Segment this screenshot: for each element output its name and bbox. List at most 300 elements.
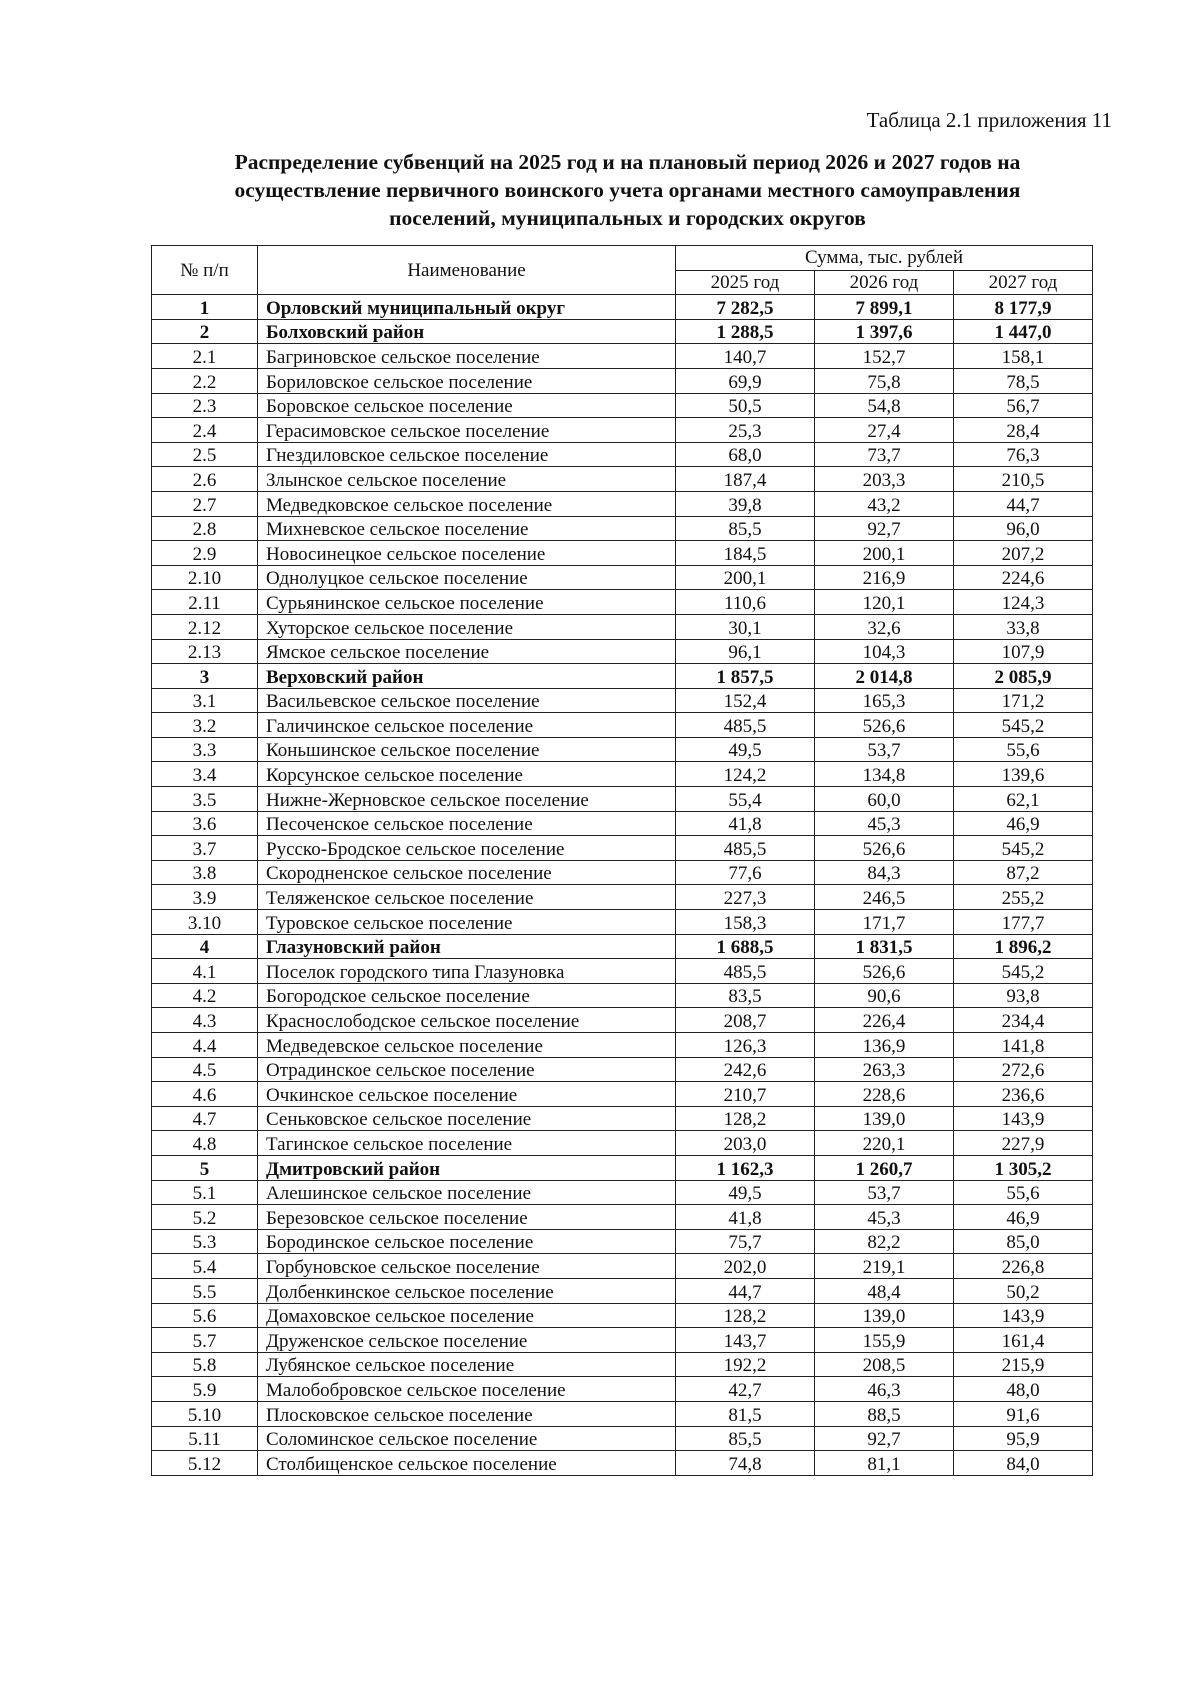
row-number-cell: 2.13 [152, 639, 258, 664]
table-row [152, 516, 1093, 541]
title-line: Распределение субвенций на 2025 год и на плановый период 2026 и 2027 годов на [234, 150, 1021, 174]
row-value-2027-cell: 84,0 [954, 1451, 1093, 1476]
row-value-2025-cell: 1 688,5 [676, 934, 815, 959]
row-number-cell: 3.3 [152, 737, 258, 762]
row-value-2026-cell: 60,0 [815, 787, 954, 812]
row-value-2025-cell: 96,1 [676, 639, 815, 664]
row-value-2025-cell: 485,5 [676, 713, 815, 738]
row-value-2026-cell: 155,9 [815, 1328, 954, 1353]
row-value-2026-cell: 1 831,5 [815, 934, 954, 959]
row-value-2027-cell: 158,1 [954, 344, 1093, 369]
column-header-number: № п/п [152, 246, 258, 295]
row-value-2026-cell: 165,3 [815, 688, 954, 713]
row-number-cell: 2.6 [152, 467, 258, 492]
row-name-cell: Тагинское сельское поселение [258, 1131, 676, 1156]
row-name-cell: Новосинецкое сельское поселение [258, 541, 676, 566]
row-number-cell: 3.4 [152, 762, 258, 787]
column-header-2027: 2027 год [954, 270, 1093, 295]
row-value-2026-cell: 53,7 [815, 1180, 954, 1205]
row-value-2027-cell: 8 177,9 [954, 295, 1093, 320]
row-value-2027-cell: 161,4 [954, 1328, 1093, 1353]
row-number-cell: 4.7 [152, 1106, 258, 1131]
row-number-cell: 3.1 [152, 688, 258, 713]
row-name-cell: Русско-Бродское сельское поселение [258, 836, 676, 861]
row-value-2025-cell: 81,5 [676, 1401, 815, 1426]
row-value-2026-cell: 90,6 [815, 983, 954, 1008]
row-value-2027-cell: 78,5 [954, 368, 1093, 393]
row-name-cell: Горбуновское сельское поселение [258, 1254, 676, 1279]
row-number-cell: 2.4 [152, 418, 258, 443]
row-number-cell: 5.11 [152, 1426, 258, 1451]
row-value-2026-cell: 526,6 [815, 959, 954, 984]
table-row [152, 344, 1093, 369]
row-value-2026-cell: 2 014,8 [815, 664, 954, 689]
row-number-cell: 2 [152, 319, 258, 344]
row-value-2027-cell: 224,6 [954, 565, 1093, 590]
appendix-label: Таблица 2.1 приложения 11 [866, 108, 1112, 132]
row-value-2025-cell: 158,3 [676, 910, 815, 935]
row-value-2025-cell: 25,3 [676, 418, 815, 443]
row-value-2027-cell: 143,9 [954, 1106, 1093, 1131]
row-value-2025-cell: 485,5 [676, 959, 815, 984]
table-row [152, 1426, 1093, 1451]
row-value-2025-cell: 184,5 [676, 541, 815, 566]
row-name-cell: Медведковское сельское поселение [258, 491, 676, 516]
row-value-2025-cell: 39,8 [676, 491, 815, 516]
row-name-cell: Малобобровское сельское поселение [258, 1377, 676, 1402]
row-value-2026-cell: 88,5 [815, 1401, 954, 1426]
table-row [152, 1303, 1093, 1328]
row-name-cell: Глазуновский район [258, 934, 676, 959]
row-value-2025-cell: 110,6 [676, 590, 815, 615]
row-value-2025-cell: 242,6 [676, 1057, 815, 1082]
row-number-cell: 4.3 [152, 1008, 258, 1033]
row-value-2027-cell: 48,0 [954, 1377, 1093, 1402]
row-value-2025-cell: 41,8 [676, 1205, 815, 1230]
row-value-2026-cell: 139,0 [815, 1106, 954, 1131]
row-value-2025-cell: 85,5 [676, 516, 815, 541]
row-value-2026-cell: 219,1 [815, 1254, 954, 1279]
row-value-2026-cell: 43,2 [815, 491, 954, 516]
row-value-2027-cell: 545,2 [954, 959, 1093, 984]
table-row [152, 1229, 1093, 1254]
row-value-2025-cell: 42,7 [676, 1377, 815, 1402]
row-name-cell: Песоченское сельское поселение [258, 811, 676, 836]
table-row [152, 467, 1093, 492]
row-value-2025-cell: 192,2 [676, 1352, 815, 1377]
table-row [152, 491, 1093, 516]
row-value-2027-cell: 124,3 [954, 590, 1093, 615]
table-row [152, 983, 1093, 1008]
row-value-2026-cell: 526,6 [815, 836, 954, 861]
row-name-cell: Герасимовское сельское поселение [258, 418, 676, 443]
row-value-2027-cell: 107,9 [954, 639, 1093, 664]
row-value-2026-cell: 139,0 [815, 1303, 954, 1328]
row-number-cell: 5.9 [152, 1377, 258, 1402]
row-value-2027-cell: 56,7 [954, 393, 1093, 418]
row-value-2025-cell: 140,7 [676, 344, 815, 369]
row-value-2026-cell: 216,9 [815, 565, 954, 590]
row-value-2025-cell: 128,2 [676, 1106, 815, 1131]
row-value-2026-cell: 152,7 [815, 344, 954, 369]
row-value-2025-cell: 187,4 [676, 467, 815, 492]
row-value-2025-cell: 85,5 [676, 1426, 815, 1451]
row-name-cell: Скородненское сельское поселение [258, 860, 676, 885]
row-number-cell: 2.10 [152, 565, 258, 590]
document-title [160, 148, 1095, 232]
row-value-2026-cell: 526,6 [815, 713, 954, 738]
row-value-2027-cell: 28,4 [954, 418, 1093, 443]
row-value-2025-cell: 126,3 [676, 1033, 815, 1058]
row-value-2027-cell: 1 305,2 [954, 1155, 1093, 1180]
row-value-2026-cell: 134,8 [815, 762, 954, 787]
row-number-cell: 5.6 [152, 1303, 258, 1328]
row-value-2026-cell: 136,9 [815, 1033, 954, 1058]
table-row-district [152, 319, 1093, 344]
row-value-2027-cell: 2 085,9 [954, 664, 1093, 689]
table-row [152, 1205, 1093, 1230]
row-number-cell: 5 [152, 1155, 258, 1180]
row-name-cell: Боровское сельское поселение [258, 393, 676, 418]
row-value-2027-cell: 226,8 [954, 1254, 1093, 1279]
row-value-2026-cell: 200,1 [815, 541, 954, 566]
table-row [152, 1106, 1093, 1131]
row-name-cell: Дмитровский район [258, 1155, 676, 1180]
row-value-2026-cell: 226,4 [815, 1008, 954, 1033]
row-value-2027-cell: 227,9 [954, 1131, 1093, 1156]
row-value-2027-cell: 46,9 [954, 811, 1093, 836]
row-number-cell: 5.1 [152, 1180, 258, 1205]
row-value-2026-cell: 220,1 [815, 1131, 954, 1156]
row-name-cell: Поселок городского типа Глазуновка [258, 959, 676, 984]
row-name-cell: Орловский муниципальный округ [258, 295, 676, 320]
row-value-2025-cell: 49,5 [676, 737, 815, 762]
row-name-cell: Багриновское сельское поселение [258, 344, 676, 369]
row-value-2027-cell: 141,8 [954, 1033, 1093, 1058]
row-number-cell: 3.2 [152, 713, 258, 738]
row-value-2027-cell: 272,6 [954, 1057, 1093, 1082]
column-header-2025: 2025 год [676, 270, 815, 295]
row-number-cell: 4.5 [152, 1057, 258, 1082]
row-value-2027-cell: 1 447,0 [954, 319, 1093, 344]
table-row [152, 910, 1093, 935]
row-value-2025-cell: 208,7 [676, 1008, 815, 1033]
row-value-2026-cell: 46,3 [815, 1377, 954, 1402]
row-value-2025-cell: 41,8 [676, 811, 815, 836]
row-name-cell: Теляженское сельское поселение [258, 885, 676, 910]
row-number-cell: 5.5 [152, 1278, 258, 1303]
table-row [152, 639, 1093, 664]
row-value-2025-cell: 69,9 [676, 368, 815, 393]
row-value-2025-cell: 75,7 [676, 1229, 815, 1254]
row-name-cell: Долбенкинское сельское поселение [258, 1278, 676, 1303]
row-name-cell: Коньшинское сельское поселение [258, 737, 676, 762]
row-name-cell: Бородинское сельское поселение [258, 1229, 676, 1254]
row-value-2027-cell: 33,8 [954, 614, 1093, 639]
row-value-2025-cell: 83,5 [676, 983, 815, 1008]
row-value-2027-cell: 171,2 [954, 688, 1093, 713]
row-value-2026-cell: 1 397,6 [815, 319, 954, 344]
row-value-2027-cell: 139,6 [954, 762, 1093, 787]
row-name-cell: Алешинское сельское поселение [258, 1180, 676, 1205]
row-value-2026-cell: 48,4 [815, 1278, 954, 1303]
row-name-cell: Галичинское сельское поселение [258, 713, 676, 738]
row-value-2025-cell: 7 282,5 [676, 295, 815, 320]
row-value-2026-cell: 263,3 [815, 1057, 954, 1082]
table-row [152, 860, 1093, 885]
row-value-2026-cell: 81,1 [815, 1451, 954, 1476]
row-value-2027-cell: 143,9 [954, 1303, 1093, 1328]
row-value-2025-cell: 74,8 [676, 1451, 815, 1476]
row-number-cell: 3.8 [152, 860, 258, 885]
row-number-cell: 5.10 [152, 1401, 258, 1426]
row-value-2025-cell: 152,4 [676, 688, 815, 713]
row-number-cell: 2.9 [152, 541, 258, 566]
row-value-2026-cell: 203,3 [815, 467, 954, 492]
row-number-cell: 2.3 [152, 393, 258, 418]
row-name-cell: Очкинское сельское поселение [258, 1082, 676, 1107]
row-value-2027-cell: 46,9 [954, 1205, 1093, 1230]
row-value-2026-cell: 53,7 [815, 737, 954, 762]
table-row [152, 1451, 1093, 1476]
row-value-2025-cell: 77,6 [676, 860, 815, 885]
row-value-2027-cell: 255,2 [954, 885, 1093, 910]
row-value-2027-cell: 44,7 [954, 491, 1093, 516]
row-number-cell: 2.5 [152, 442, 258, 467]
row-value-2026-cell: 54,8 [815, 393, 954, 418]
row-value-2026-cell: 45,3 [815, 1205, 954, 1230]
row-value-2025-cell: 30,1 [676, 614, 815, 639]
table-row-district [152, 664, 1093, 689]
row-value-2026-cell: 27,4 [815, 418, 954, 443]
row-value-2026-cell: 73,7 [815, 442, 954, 467]
row-number-cell: 3.10 [152, 910, 258, 935]
row-value-2027-cell: 96,0 [954, 516, 1093, 541]
row-number-cell: 5.2 [152, 1205, 258, 1230]
row-value-2025-cell: 200,1 [676, 565, 815, 590]
row-number-cell: 2.2 [152, 368, 258, 393]
row-value-2027-cell: 234,4 [954, 1008, 1093, 1033]
row-name-cell: Болховский район [258, 319, 676, 344]
row-value-2026-cell: 208,5 [815, 1352, 954, 1377]
table-row [152, 565, 1093, 590]
row-name-cell: Сеньковское сельское поселение [258, 1106, 676, 1131]
row-number-cell: 5.7 [152, 1328, 258, 1353]
row-number-cell: 2.1 [152, 344, 258, 369]
row-value-2025-cell: 227,3 [676, 885, 815, 910]
table-row [152, 1033, 1093, 1058]
row-value-2025-cell: 1 288,5 [676, 319, 815, 344]
row-value-2026-cell: 82,2 [815, 1229, 954, 1254]
row-value-2025-cell: 128,2 [676, 1303, 815, 1328]
row-name-cell: Нижне-Жерновское сельское поселение [258, 787, 676, 812]
row-value-2025-cell: 202,0 [676, 1254, 815, 1279]
row-value-2026-cell: 228,6 [815, 1082, 954, 1107]
row-value-2027-cell: 95,9 [954, 1426, 1093, 1451]
row-value-2026-cell: 104,3 [815, 639, 954, 664]
table-row [152, 836, 1093, 861]
row-number-cell: 4.6 [152, 1082, 258, 1107]
row-value-2027-cell: 55,6 [954, 1180, 1093, 1205]
row-number-cell: 3.5 [152, 787, 258, 812]
table-row [152, 762, 1093, 787]
row-name-cell: Березовское сельское поселение [258, 1205, 676, 1230]
table-body [152, 295, 1093, 1476]
table-row [152, 787, 1093, 812]
row-number-cell: 5.4 [152, 1254, 258, 1279]
row-name-cell: Лубянское сельское поселение [258, 1352, 676, 1377]
row-value-2026-cell: 92,7 [815, 516, 954, 541]
row-name-cell: Корсунское сельское поселение [258, 762, 676, 787]
row-number-cell: 3 [152, 664, 258, 689]
table-row [152, 1057, 1093, 1082]
table-row [152, 1401, 1093, 1426]
row-value-2025-cell: 1 162,3 [676, 1155, 815, 1180]
row-name-cell: Хуторское сельское поселение [258, 614, 676, 639]
table-row [152, 368, 1093, 393]
row-name-cell: Верховский район [258, 664, 676, 689]
row-number-cell: 5.3 [152, 1229, 258, 1254]
row-name-cell: Гнездиловское сельское поселение [258, 442, 676, 467]
row-value-2025-cell: 210,7 [676, 1082, 815, 1107]
table-row [152, 1328, 1093, 1353]
row-value-2026-cell: 45,3 [815, 811, 954, 836]
table-row [152, 418, 1093, 443]
row-value-2025-cell: 55,4 [676, 787, 815, 812]
row-value-2026-cell: 1 260,7 [815, 1155, 954, 1180]
row-value-2027-cell: 545,2 [954, 836, 1093, 861]
row-value-2025-cell: 68,0 [676, 442, 815, 467]
row-value-2025-cell: 143,7 [676, 1328, 815, 1353]
title-line: поселений, муниципальных и городских округов [389, 206, 866, 230]
row-value-2027-cell: 93,8 [954, 983, 1093, 1008]
row-number-cell: 5.8 [152, 1352, 258, 1377]
row-value-2025-cell: 50,5 [676, 393, 815, 418]
table-row [152, 1082, 1093, 1107]
table-row [152, 1278, 1093, 1303]
row-value-2025-cell: 485,5 [676, 836, 815, 861]
row-name-cell: Отрадинское сельское поселение [258, 1057, 676, 1082]
table-row [152, 713, 1093, 738]
table-row [152, 1008, 1093, 1033]
table-row [152, 590, 1093, 615]
row-value-2026-cell: 75,8 [815, 368, 954, 393]
column-header-name: Наименование [258, 246, 676, 295]
row-name-cell: Однолуцкое сельское поселение [258, 565, 676, 590]
row-number-cell: 3.9 [152, 885, 258, 910]
row-value-2026-cell: 32,6 [815, 614, 954, 639]
row-name-cell: Васильевское сельское поселение [258, 688, 676, 713]
row-number-cell: 3.7 [152, 836, 258, 861]
column-header-2026: 2026 год [815, 270, 954, 295]
row-value-2027-cell: 85,0 [954, 1229, 1093, 1254]
row-value-2027-cell: 62,1 [954, 787, 1093, 812]
row-name-cell: Сурьянинское сельское поселение [258, 590, 676, 615]
row-name-cell: Домаховское сельское поселение [258, 1303, 676, 1328]
row-name-cell: Краснослободское сельское поселение [258, 1008, 676, 1033]
row-number-cell: 3.6 [152, 811, 258, 836]
row-value-2027-cell: 207,2 [954, 541, 1093, 566]
row-value-2027-cell: 215,9 [954, 1352, 1093, 1377]
table-row-district [152, 1155, 1093, 1180]
row-name-cell: Михневское сельское поселение [258, 516, 676, 541]
row-name-cell: Ямское сельское поселение [258, 639, 676, 664]
column-header-sum: Сумма, тыс. рублей [676, 246, 1093, 271]
row-name-cell: Туровское сельское поселение [258, 910, 676, 935]
table-row [152, 1254, 1093, 1279]
row-number-cell: 4.2 [152, 983, 258, 1008]
table-row [152, 1180, 1093, 1205]
row-number-cell: 2.7 [152, 491, 258, 516]
row-value-2025-cell: 203,0 [676, 1131, 815, 1156]
row-value-2026-cell: 246,5 [815, 885, 954, 910]
row-name-cell: Бориловское сельское поселение [258, 368, 676, 393]
row-value-2027-cell: 236,6 [954, 1082, 1093, 1107]
row-number-cell: 2.11 [152, 590, 258, 615]
row-number-cell: 1 [152, 295, 258, 320]
table-row [152, 885, 1093, 910]
row-value-2026-cell: 120,1 [815, 590, 954, 615]
table-row [152, 959, 1093, 984]
row-number-cell: 5.12 [152, 1451, 258, 1476]
table-row-district [152, 934, 1093, 959]
row-value-2027-cell: 1 896,2 [954, 934, 1093, 959]
table-row [152, 614, 1093, 639]
table-row [152, 541, 1093, 566]
row-number-cell: 4.4 [152, 1033, 258, 1058]
subvention-table [151, 245, 1093, 1476]
row-number-cell: 4.1 [152, 959, 258, 984]
table-row [152, 1377, 1093, 1402]
row-name-cell: Соломинское сельское поселение [258, 1426, 676, 1451]
row-number-cell: 2.12 [152, 614, 258, 639]
row-value-2027-cell: 87,2 [954, 860, 1093, 885]
row-name-cell: Друженское сельское поселение [258, 1328, 676, 1353]
title-line: осуществление первичного воинского учета органами местного самоуправления [234, 178, 1021, 202]
row-value-2027-cell: 55,6 [954, 737, 1093, 762]
row-name-cell: Богородское сельское поселение [258, 983, 676, 1008]
row-value-2027-cell: 76,3 [954, 442, 1093, 467]
table-row-district [152, 295, 1093, 320]
table-row [152, 688, 1093, 713]
row-value-2027-cell: 210,5 [954, 467, 1093, 492]
row-value-2027-cell: 177,7 [954, 910, 1093, 935]
row-value-2025-cell: 124,2 [676, 762, 815, 787]
row-number-cell: 2.8 [152, 516, 258, 541]
row-value-2025-cell: 49,5 [676, 1180, 815, 1205]
table-row [152, 1352, 1093, 1377]
row-name-cell: Медведевское сельское поселение [258, 1033, 676, 1058]
table-row [152, 811, 1093, 836]
row-value-2025-cell: 1 857,5 [676, 664, 815, 689]
row-value-2026-cell: 84,3 [815, 860, 954, 885]
row-value-2026-cell: 92,7 [815, 1426, 954, 1451]
row-value-2026-cell: 171,7 [815, 910, 954, 935]
row-value-2027-cell: 545,2 [954, 713, 1093, 738]
row-name-cell: Злынское сельское поселение [258, 467, 676, 492]
table-row [152, 442, 1093, 467]
row-value-2026-cell: 7 899,1 [815, 295, 954, 320]
table-row [152, 1131, 1093, 1156]
row-name-cell: Столбищенское сельское поселение [258, 1451, 676, 1476]
table-row [152, 737, 1093, 762]
row-value-2027-cell: 50,2 [954, 1278, 1093, 1303]
row-value-2027-cell: 91,6 [954, 1401, 1093, 1426]
table-header-row [152, 246, 1093, 271]
row-number-cell: 4 [152, 934, 258, 959]
row-number-cell: 4.8 [152, 1131, 258, 1156]
row-value-2025-cell: 44,7 [676, 1278, 815, 1303]
